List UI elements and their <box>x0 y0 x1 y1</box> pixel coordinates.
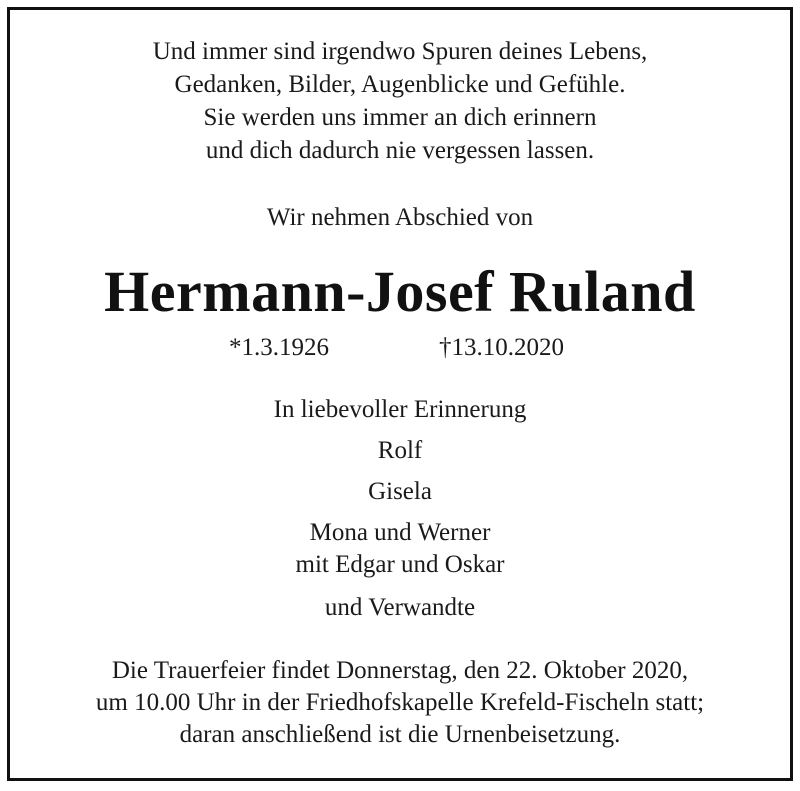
poem-line-3: Sie werden uns immer an dich erinnern <box>203 104 597 131</box>
poem-line-1: Und immer sind irgendwo Spuren deines Lebens, <box>152 38 648 65</box>
deceased-name: Hermann-Josef Ruland <box>104 259 696 324</box>
mourner-rolf: Rolf <box>377 437 423 464</box>
mourner-edgar-oskar: mit Edgar und Oskar <box>295 551 505 578</box>
remembrance-heading: In liebevoller Erinnerung <box>273 396 527 423</box>
mourner-mona-werner: Mona und Werner <box>309 519 491 546</box>
poem-line-4: und dich dadurch nie vergessen lassen. <box>205 137 595 164</box>
poem-line-2: Gedanken, Bilder, Augenblicke und Gefühle. <box>174 71 626 98</box>
death-date: †13.10.2020 <box>439 334 564 361</box>
service-line-2: um 10.00 Uhr in der Friedhofskapelle Krefeld-Fischeln statt; <box>95 689 705 716</box>
service-line-3: daran anschließend ist die Urnenbeisetzung. <box>179 721 621 748</box>
service-line-1: Die Trauerfeier findet Donnerstag, den 22. Oktober 2020, <box>111 657 689 684</box>
farewell-intro: Wir nehmen Abschied von <box>266 204 534 231</box>
mourner-relatives: und Verwandte <box>324 594 476 621</box>
obituary-notice <box>7 7 793 781</box>
birth-date: *1.3.1926 <box>229 334 329 361</box>
mourner-gisela: Gisela <box>368 478 432 505</box>
